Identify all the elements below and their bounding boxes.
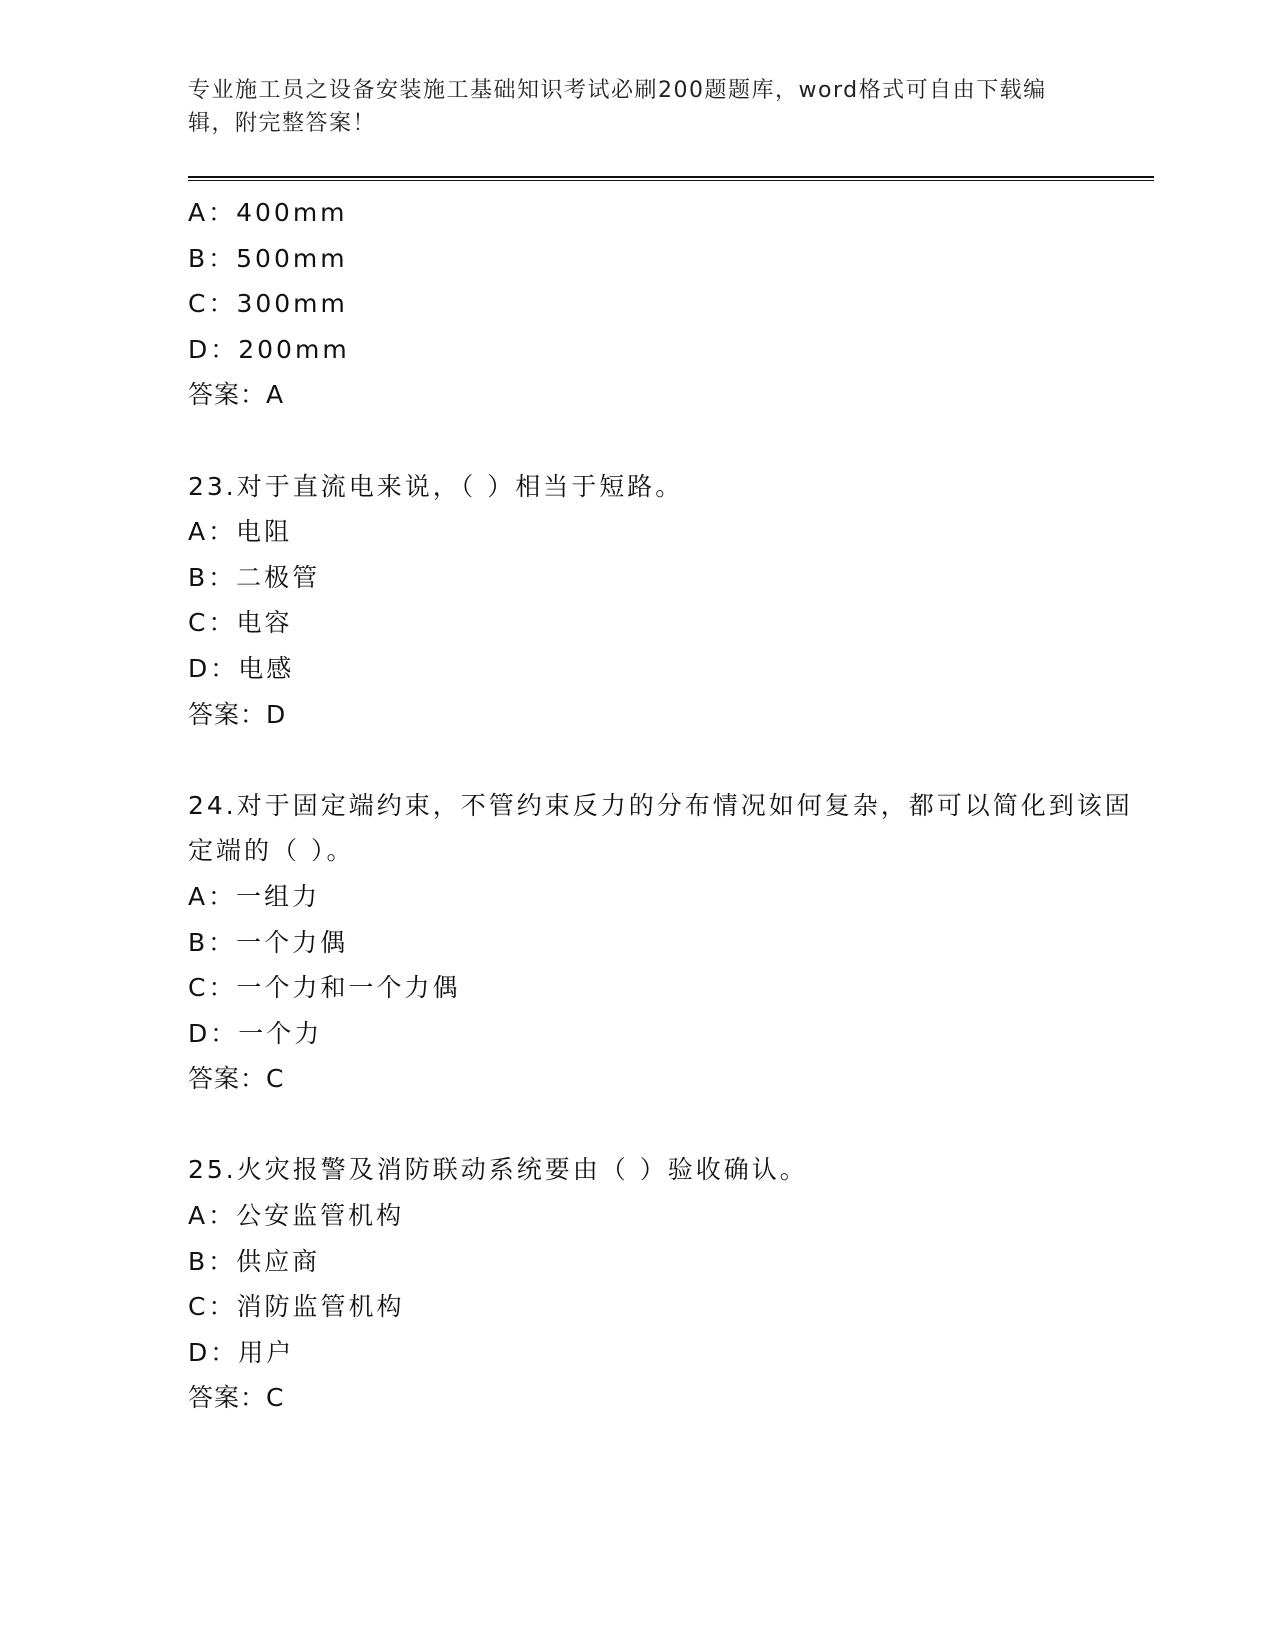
option-b: B：二极管 <box>188 562 321 592</box>
option-a: A：公安监管机构 <box>188 1201 405 1231</box>
option-c: C：300mm <box>188 289 348 319</box>
option-c: C：电容 <box>188 608 293 638</box>
option-b: B：供应商 <box>188 1246 321 1276</box>
question-stem: 23.对于直流电来说，（ ）相当于短路。 <box>188 471 684 501</box>
option-a: A：400mm <box>188 198 348 227</box>
question-block-24 <box>188 783 1148 1102</box>
option-a: A：一组力 <box>188 881 321 911</box>
header-divider <box>188 176 1154 181</box>
option-a: A：电阻 <box>188 517 293 547</box>
option-b: B：一个力偶 <box>188 927 349 957</box>
question-block-25 <box>188 1147 1148 1421</box>
option-d: D：一个力 <box>188 1018 323 1048</box>
option-c: C：一个力和一个力偶 <box>188 973 461 1003</box>
answer-line: 答案：C <box>188 1064 285 1094</box>
document-header: 专业施工员之设备安装施工基础知识考试必刷200题题库，word格式可自由下载编辑，附完整答案！ <box>188 78 1047 136</box>
question-content <box>188 190 1148 1421</box>
option-d: D：电感 <box>188 653 295 683</box>
answer-line: 答案：A <box>188 380 285 410</box>
question-stem: 25.火灾报警及消防联动系统要由（ ）验收确认。 <box>188 1155 808 1185</box>
option-d: D：用户 <box>188 1337 295 1367</box>
question-block-23 <box>188 464 1148 738</box>
option-d: D：200mm <box>188 334 350 364</box>
option-b: B：500mm <box>188 243 348 273</box>
answer-line: 答案：C <box>188 1383 285 1413</box>
question-block-22 <box>188 190 1148 418</box>
option-c: C：消防监管机构 <box>188 1292 405 1322</box>
answer-line: 答案：D <box>188 699 287 729</box>
question-stem: 24.对于固定端约束，不管约束反力的分布情况如何复杂，都可以简化到该固定端的（ ）。 <box>188 790 1133 866</box>
